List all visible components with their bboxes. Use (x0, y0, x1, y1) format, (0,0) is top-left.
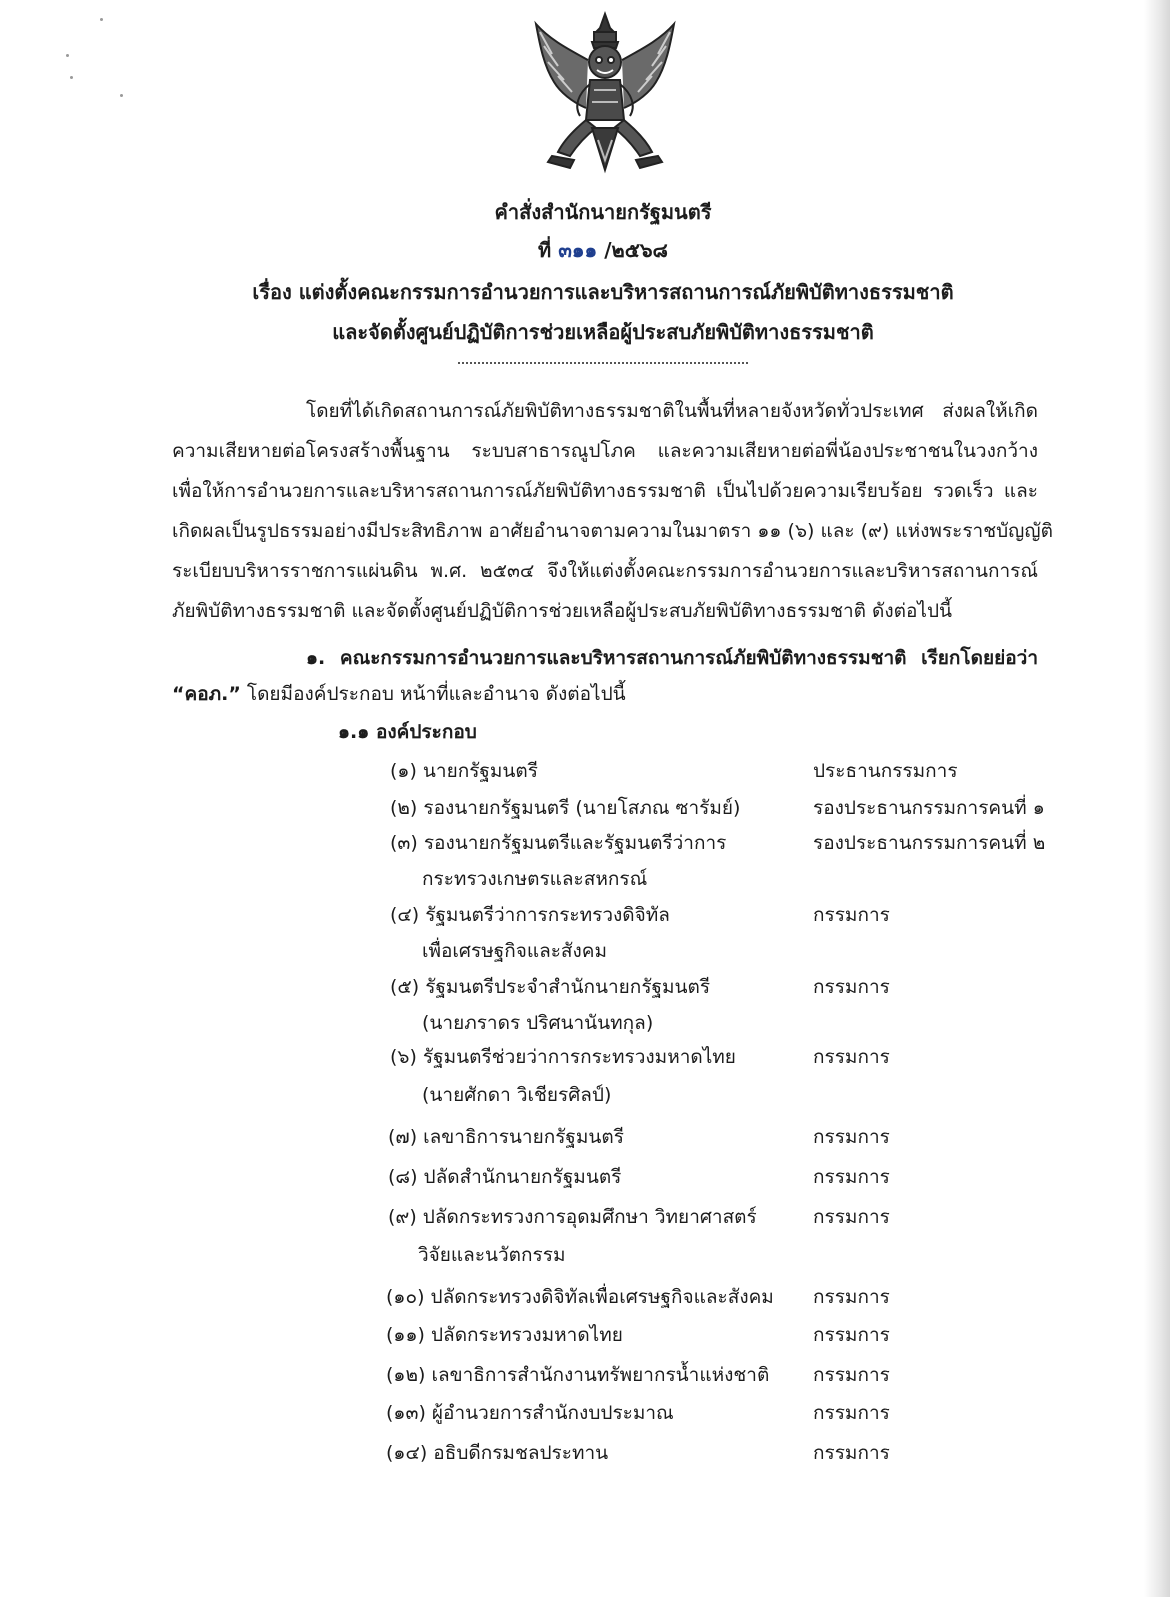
scan-speck (66, 54, 69, 57)
member-item: (๑๓) ผู้อำนวยการสำนักงบประมาณ (386, 1402, 674, 1424)
order-number-year: /๒๕๖๘ (604, 238, 668, 262)
member-role: กรรมการ (813, 1166, 890, 1188)
member-role: กรรมการ (813, 1402, 890, 1424)
dotted-separator (458, 362, 748, 364)
member-item: (๕) รัฐมนตรีประจำสำนักนายกรัฐมนตรี (390, 976, 711, 998)
member-item: (๑๔) อธิบดีกรมชลประทาน (386, 1442, 609, 1464)
acronym: “คอภ.” (172, 683, 241, 705)
member-role: กรรมการ (813, 904, 890, 926)
member-role: ประธานกรรมการ (813, 760, 958, 782)
member-item: (๑๐) ปลัดกระทรวงดิจิทัลเพื่อเศรษฐกิจและสังคม (386, 1286, 774, 1308)
member-item-continuation: วิจัยและนวัตกรรม (418, 1244, 566, 1266)
subject-line-2: และจัดตั้งศูนย์ปฏิบัติการช่วยเหลือผู้ประสบภัยพิบัติทางธรรมชาติ (332, 320, 874, 344)
member-role: รองประธานกรรมการคนที่ ๑ (813, 797, 1045, 819)
preamble-line: ระเบียบบริหารราชการแผ่นดิน พ.ศ. ๒๕๓๔ จึงให้แต่งตั้งคณะกรรมการอำนวยการและบริหารสถานการณ์ (172, 560, 1038, 582)
member-role: กรรมการ (813, 1126, 890, 1148)
member-item: (๙) ปลัดกระทรวงการอุดมศึกษา วิทยาศาสตร์ (388, 1206, 757, 1228)
subsection-heading: ๑.๑ องค์ประกอบ (338, 721, 477, 743)
section-1-line-2 (172, 679, 626, 709)
member-item-continuation: เพื่อเศรษฐกิจและสังคม (422, 940, 608, 962)
member-item: (๔) รัฐมนตรีว่าการกระทรวงดิจิทัล (390, 904, 670, 926)
member-item: (๓) รองนายกรัฐมนตรีและรัฐมนตรีว่าการ (390, 832, 727, 854)
section-1-line-2-text: โดยมีองค์ประกอบ หน้าที่และอำนาจ ดังต่อไปนี้ (240, 683, 626, 705)
member-item: (๘) ปลัดสำนักนายกรัฐมนตรี (388, 1166, 622, 1188)
order-number (0, 234, 1170, 266)
member-role: กรรมการ (813, 1324, 890, 1346)
preamble-line: เพื่อให้การอำนวยการและบริหารสถานการณ์ภัยพิบัติทางธรรมชาติ เป็นไปด้วยความเรียบร้อย รวดเร็ว และ (172, 480, 1038, 502)
member-item: (๗) เลขาธิการนายกรัฐมนตรี (388, 1126, 624, 1148)
member-item: (๖) รัฐมนตรีช่วยว่าการกระทรวงมหาดไทย (390, 1046, 736, 1068)
member-role: กรรมการ (813, 976, 890, 998)
member-item-continuation: กระทรวงเกษตรและสหกรณ์ (422, 868, 648, 890)
member-role: กรรมการ (813, 1206, 890, 1228)
order-number-value: ๓๑๑ (558, 238, 598, 262)
section-1-heading: ๑. คณะกรรมการอำนวยการและบริหารสถานการณ์ภัยพิบัติทางธรรมชาติ เรียกโดยย่อว่า (306, 647, 1038, 669)
preamble-line: ความเสียหายต่อโครงสร้างพื้นฐาน ระบบสาธารณูปโภค และความเสียหายต่อพี่น้องประชาชนในวงกว้าง (172, 440, 1038, 462)
member-role: กรรมการ (813, 1286, 890, 1308)
member-role: กรรมการ (813, 1442, 890, 1464)
order-title: คำสั่งสำนักนายกรัฐมนตรี (494, 200, 712, 224)
subject-line-1: เรื่อง แต่งตั้งคณะกรรมการอำนวยการและบริหารสถานการณ์ภัยพิบัติทางธรรมชาติ (252, 280, 954, 304)
member-role: กรรมการ (813, 1046, 890, 1068)
member-item: (๑๑) ปลัดกระทรวงมหาดไทย (386, 1324, 623, 1346)
member-item-continuation: (นายภราดร ปริศนานันทกุล) (422, 1012, 654, 1034)
member-item-continuation: (นายศักดา วิเชียรศิลป์) (422, 1084, 612, 1106)
member-role: กรรมการ (813, 1364, 890, 1386)
member-item: (๒) รองนายกรัฐมนตรี (นายโสภณ ซารัมย์) (390, 797, 741, 819)
preamble-line: ภัยพิบัติทางธรรมชาติ และจัดตั้งศูนย์ปฏิบัติการช่วยเหลือผู้ประสบภัยพิบัติทางธรรมชาติ ดังต่อไปนี้ (172, 600, 953, 622)
preamble-line: โดยที่ได้เกิดสถานการณ์ภัยพิบัติทางธรรมชาติในพื้นที่หลายจังหวัดทั่วประเทศ ส่งผลให้เกิด (306, 400, 1038, 422)
scan-speck (120, 94, 123, 97)
scan-speck (100, 18, 103, 21)
order-number-prefix: ที่ (538, 238, 552, 262)
member-item: (๑๒) เลขาธิการสำนักงานทรัพยากรน้ำแห่งชาติ (386, 1364, 770, 1386)
member-item: (๑) นายกรัฐมนตรี (390, 760, 538, 782)
preamble-line: เกิดผลเป็นรูปธรรมอย่างมีประสิทธิภาพ อาศัยอำนาจตามความในมาตรา ๑๑ (๖) และ (๙) แห่งพระราชบัญญัติ (172, 520, 1053, 542)
member-role: รองประธานกรรมการคนที่ ๒ (813, 832, 1046, 854)
scan-speck (70, 76, 73, 79)
garuda-emblem-icon (530, 10, 680, 180)
